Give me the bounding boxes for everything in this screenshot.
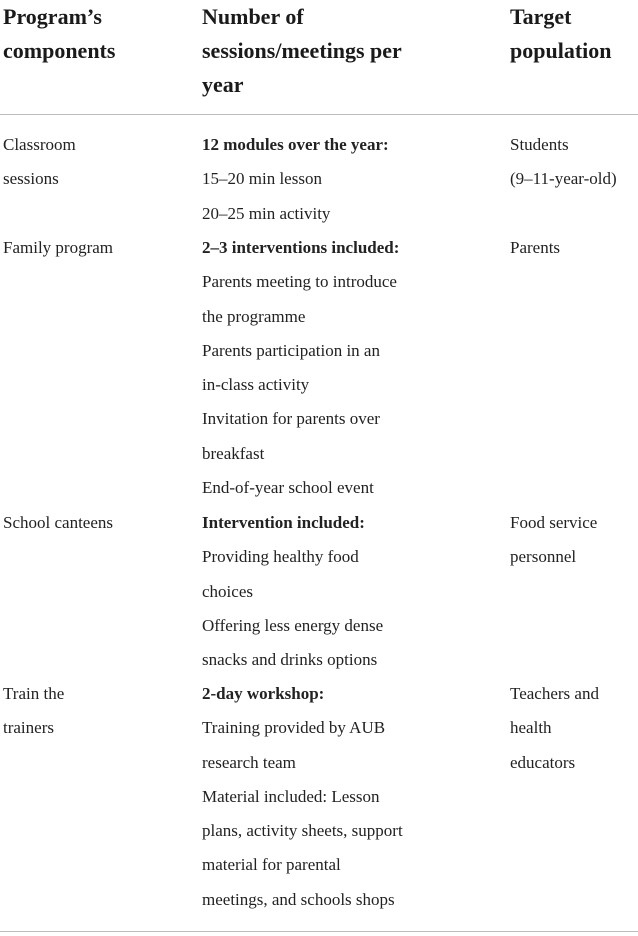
details-heading: Intervention included: [202,513,365,532]
population-line: health [510,718,552,738]
component-cell [3,231,193,265]
population-line: (9–11-year-old) [510,169,617,189]
component-line: Classroom [3,135,76,154]
component-cell [3,677,193,746]
population-line: Teachers and [510,684,599,703]
component-line: Family program [3,238,114,257]
details-line: meetings, and schools shops [202,889,395,909]
details-line: Material included: Lesson [202,786,380,806]
table-bottom-rule [0,931,638,932]
component-cell [3,128,193,197]
details-line: Offering less energy dense [202,615,384,635]
header-population [510,0,638,68]
details-cell [202,231,508,505]
details-line: 20–25 min activity [202,203,331,223]
details-heading: 2-day workshop: [202,684,325,703]
header-components-line: Program’s [3,4,102,29]
details-line: material for parental [202,855,341,875]
population-cell [510,231,638,265]
details-line: the programme [202,306,306,326]
details-line: Providing healthy food [202,547,359,567]
details-line: breakfast [202,443,265,463]
details-heading: 12 modules over the year: [202,135,389,154]
component-line: School canteens [3,513,113,532]
details-line: Parents meeting to introduce [202,272,397,292]
component-line: sessions [3,169,59,189]
header-population-line: Target [510,4,572,29]
details-line: plans, activity sheets, support [202,821,403,841]
details-heading: 2–3 interventions included: [202,238,400,257]
details-cell [202,128,508,231]
component-line: trainers [3,718,54,738]
details-cell [202,677,508,917]
details-line: snacks and drinks options [202,650,378,670]
population-line: Food service [510,513,598,532]
component-cell [3,506,193,540]
header-sessions [202,0,502,102]
population-cell [510,128,638,197]
details-line: choices [202,581,253,601]
header-components-line: components [3,38,116,63]
table-header-row [0,0,638,115]
header-components [3,0,193,68]
details-line: 15–20 min lesson [202,169,322,189]
details-line: End-of-year school event [202,478,374,498]
details-line: in-class activity [202,375,310,395]
details-line: Parents participation in an [202,340,380,360]
details-cell [202,506,508,677]
header-sessions-line: sessions/meetings per [202,38,402,63]
population-line: educators [510,752,576,772]
details-line: Training provided by AUB [202,718,386,738]
details-line: research team [202,752,296,772]
population-cell [510,506,638,575]
component-line: Train the [3,684,65,703]
header-sessions-line: year [202,72,244,97]
population-line: Students [510,135,569,154]
population-line: Parents [510,238,561,257]
header-sessions-line: Number of [202,4,304,29]
population-line: personnel [510,547,577,567]
population-cell [510,677,638,780]
header-population-line: population [510,38,612,63]
details-line: Invitation for parents over [202,409,380,429]
